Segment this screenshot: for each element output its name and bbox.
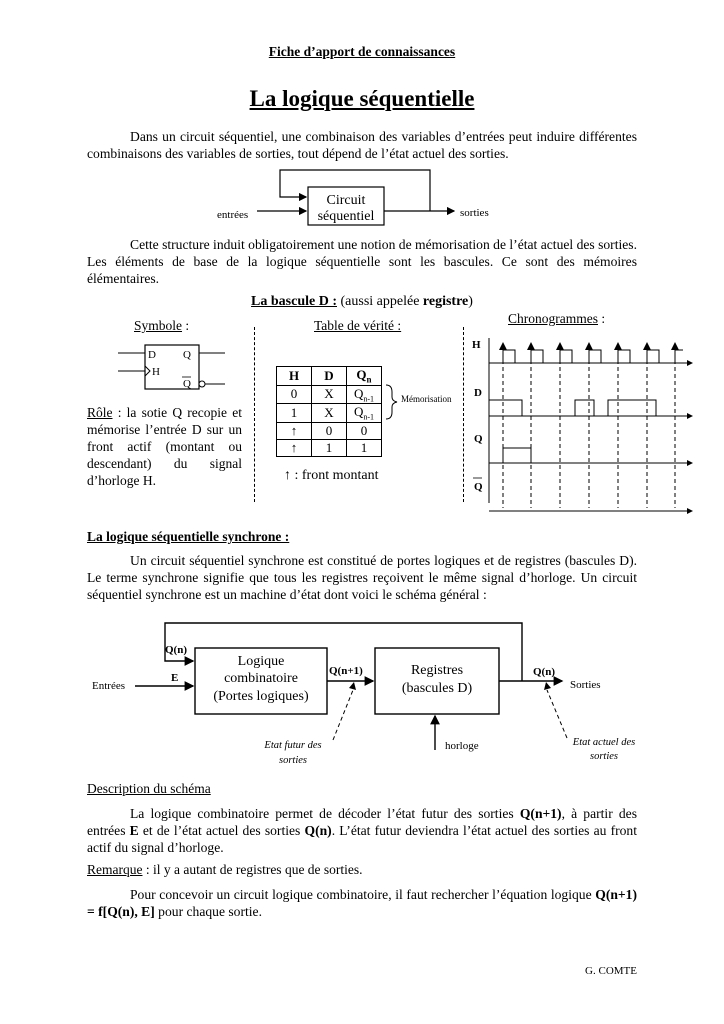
truth-table-label: Table de vérité : bbox=[314, 318, 402, 333]
svg-text:Q: Q bbox=[183, 378, 191, 390]
final-paragraph: Pour concevoir un circuit logique combinatoire, il faut rechercher l’équation logique Q(n+1) = f[Q(n), E] pour chaque sortie. bbox=[87, 887, 637, 919]
svg-text:Sorties: Sorties bbox=[570, 679, 601, 691]
remarque: Remarque : il y a autant de registres que de sorties. bbox=[87, 862, 363, 877]
svg-text:Logique: Logique bbox=[237, 654, 285, 669]
table-row: ↑ 0 0 bbox=[277, 422, 382, 439]
svg-text:Etat futur des: Etat futur des bbox=[264, 740, 322, 751]
svg-text:Etat actuel des: Etat actuel des bbox=[572, 737, 636, 748]
inputs-label: entrées bbox=[217, 209, 249, 221]
d-flipflop-symbol bbox=[110, 340, 230, 396]
svg-text:sorties: sorties bbox=[278, 755, 308, 766]
front-montant-legend: ↑ : front montant bbox=[284, 468, 379, 483]
sync-heading: La logique séquentielle synchrone : bbox=[87, 529, 290, 544]
svg-text:combinatoire: combinatoire bbox=[224, 671, 298, 686]
svg-text:Q: Q bbox=[474, 433, 483, 445]
description-heading: Description du schéma bbox=[87, 781, 211, 796]
svg-text:sorties: sorties bbox=[589, 751, 619, 762]
box-line1: Circuit bbox=[326, 193, 366, 208]
svg-text:H: H bbox=[472, 339, 481, 351]
svg-text:Q(n): Q(n) bbox=[533, 666, 555, 678]
svg-text:(bascules D): (bascules D) bbox=[401, 681, 473, 696]
box-line2: séquentiel bbox=[317, 209, 375, 224]
symbole-label: Symbole : bbox=[134, 318, 190, 333]
bascule-heading-line: La bascule D : (aussi appelée registre) bbox=[251, 294, 473, 309]
svg-text:Q: Q bbox=[183, 349, 191, 361]
svg-text:Q(n+1): Q(n+1) bbox=[329, 665, 363, 677]
svg-text:D: D bbox=[474, 387, 482, 399]
chronogram bbox=[470, 328, 700, 528]
divider bbox=[254, 327, 256, 502]
structure-paragraph: Cette structure induit obligatoirement une notion de mémorisation de l’état actuel des sorties. Les éléments de base de la logique séquentielle sont les bascules. Ce sont des mémoires élémentaires. bbox=[87, 237, 637, 286]
svg-text:Entrées: Entrées bbox=[92, 680, 125, 692]
role-text: Rôle : la sotie Q recopie et mémorise l’entrée D sur un front actif (montant ou descendant) du signal d’horloge H. bbox=[87, 405, 242, 488]
table-row: ↑ 1 1 bbox=[277, 439, 382, 456]
svg-text:Registres: Registres bbox=[410, 663, 464, 678]
memorisation-brace bbox=[383, 382, 473, 422]
svg-text:D: D bbox=[148, 349, 156, 361]
svg-text:Q: Q bbox=[474, 481, 483, 493]
page-header: Fiche d’apport de connaissances bbox=[268, 44, 456, 59]
truth-table: H D $Q_n$ 0 X $Q_{n-1}$ 1 X $Q_{n-1}$ ↑ 0 0 ↑ 1 1 bbox=[276, 366, 382, 457]
table-row: 0 X $Q_{n-1}$ bbox=[277, 385, 382, 404]
svg-text:(Portes logiques): (Portes logiques) bbox=[213, 689, 309, 704]
footer-author: G. COMTE bbox=[585, 965, 637, 977]
synchronous-circuit-figure bbox=[85, 618, 655, 768]
intro-paragraph: Dans un circuit séquentiel, une combinaison des variables d’entrées peut induire différentes combinaisons des variables de sorties, tout dépend de l’état actuel des sorties. bbox=[87, 129, 637, 161]
svg-text:Q(n): Q(n) bbox=[165, 644, 187, 656]
chrono-label: Chronogrammes : bbox=[508, 311, 606, 326]
svg-text:E: E bbox=[171, 672, 179, 684]
svg-text:horloge: horloge bbox=[445, 740, 479, 752]
description-paragraph: La logique combinatoire permet de décoder l’état futur des sorties Q(n+1), à partir des entrées E et de l’état actuel des sorties Q(n). L’état futur deviendra l’état actuel des sorties au front actif du signal d’horloge. bbox=[87, 806, 638, 855]
outputs-label: sorties bbox=[460, 207, 489, 219]
svg-text:Mémorisation: Mémorisation bbox=[401, 394, 452, 404]
bascule-heading: La bascule D : bbox=[251, 294, 337, 309]
page-title: La logique séquentielle bbox=[249, 86, 475, 111]
sequential-circuit-figure bbox=[200, 162, 510, 232]
svg-text:H: H bbox=[152, 366, 160, 378]
sync-paragraph: Un circuit séquentiel synchrone est constitué de portes logiques et de registres (bascules D). Le terme synchrone signifie que tous les registres reçoivent le même signal d’horloge. Un circuit séquentiel synchrone est un machine d’état dont voici le schéma général : bbox=[87, 553, 637, 602]
table-row: 1 X $Q_{n-1}$ bbox=[277, 404, 382, 423]
divider bbox=[463, 327, 465, 502]
